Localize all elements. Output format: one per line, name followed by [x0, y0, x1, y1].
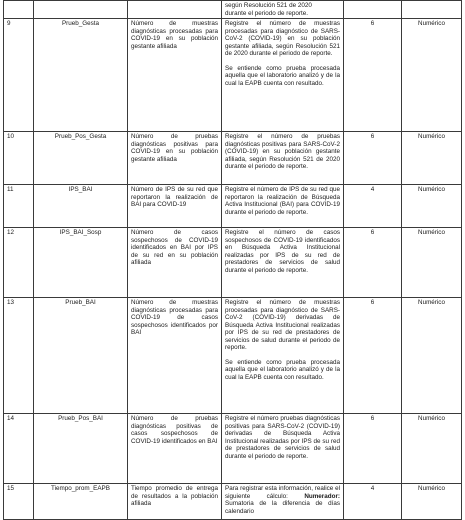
- variable-instructions: [222, 185, 344, 228]
- instructions-text: Registre el número de muestras procesadas para diagnóstico de SARS-CoV-2 (COVID-19) en su población gestante afiliada, según Resolución 521 de 2020 durante el periodo de reporte.: [225, 20, 340, 57]
- row-number: 15: [4, 484, 34, 520]
- field-type: Numérico: [402, 484, 462, 520]
- field-length: 6: [344, 132, 402, 185]
- row-number: 10: [4, 132, 34, 185]
- variable-name: Prueb_Pos_Gesta: [34, 132, 128, 185]
- table-row: [4, 132, 462, 185]
- variable-name: Prueb_BAI: [34, 298, 128, 414]
- variable-instructions: [222, 414, 344, 484]
- row-number: 14: [4, 414, 34, 484]
- row-number: 9: [4, 19, 34, 132]
- table-row: [4, 19, 462, 132]
- field-length: 4: [344, 185, 402, 228]
- table-row: [4, 298, 462, 414]
- row-instructions-cell: [222, 1, 344, 19]
- table-row: [4, 414, 462, 484]
- row-length-cell: [344, 1, 402, 19]
- row-number: 12: [4, 228, 34, 298]
- instructions-text: Registre el número pruebas diagnósticas positivas para SARS-CoV-2 (COVID-19) derivadas de Búsqueda Activa Institucional realizadas por IPS de su red de prestadores de servicios de salud durante el periodo de reporte.: [225, 415, 340, 460]
- instructions-text: Registre el número de IPS de su red que reportaron la realización de Búsqueda Activa Institucional (BAI) para COVID-19 durante el periodo de reporte.: [225, 186, 340, 216]
- instructions-text: Registre el número de muestras procesadas para diagnóstico de SARS-CoV-2 (COVID-19) derivadas de Búsqueda Activa Institucional realizadas por IPS de su red de prestadores de servicios de salud durante el periodo de reporte.: [225, 299, 340, 351]
- variable-name: Tiempo_prom_EAPB: [34, 484, 128, 520]
- instructions-note: Se entiende como prueba procesada aquella que el laboratorio analizó y de la cual la EAPB cuenta con resultado.: [225, 358, 340, 381]
- instructions-text: según Resolución 521 de 2020 durante el periodo de reporte.: [225, 2, 312, 17]
- field-length: 6: [344, 228, 402, 298]
- field-type: Numérico: [402, 185, 462, 228]
- variables-spec-table: [3, 0, 462, 520]
- row-number: 11: [4, 185, 34, 228]
- instructions-text: Para registrar esta información, realice el siguiente cálculo:: [225, 485, 340, 500]
- instructions-tail: Sumatoria de la diferencia de días calendario: [225, 500, 340, 515]
- instructions-note: Se entiende como prueba procesada aquella que el laboratorio analizó y de la cual la EAPB cuenta con resultado.: [225, 64, 340, 87]
- variable-name: IPS_BAI_Sosp: [34, 228, 128, 298]
- variable-instructions: [222, 298, 344, 414]
- variable-instructions: [222, 228, 344, 298]
- table-row: [4, 1, 462, 19]
- table-row: [4, 228, 462, 298]
- variable-description: Tiempo promedio de entrega de resultados a la población afiliada: [128, 484, 222, 520]
- variable-instructions: [222, 484, 344, 520]
- variable-name: Prueb_Gesta: [34, 19, 128, 132]
- variable-description: Número de pruebas diagnósticas positivas para COVID-19 en su población gestante afiliada: [128, 132, 222, 185]
- field-length: 4: [344, 484, 402, 520]
- field-length: 6: [344, 298, 402, 414]
- variable-description: Número de pruebas diagnósticas positivas de casos sospechosos de COVID-19 identificados en BAI: [128, 414, 222, 484]
- field-type: Numérico: [402, 19, 462, 132]
- field-length: 6: [344, 19, 402, 132]
- field-type: Numérico: [402, 132, 462, 185]
- field-length: 6: [344, 414, 402, 484]
- variable-name: Prueb_Pos_BAI: [34, 414, 128, 484]
- row-number-cell: [4, 1, 34, 19]
- variable-description: Número de muestras diagnósticas procesadas para COVID-19 de casos sospechosos identificados por BAI: [128, 298, 222, 414]
- variable-description: Número de muestras diagnósticas procesadas para COVID-19 en su población gestante afiliada: [128, 19, 222, 132]
- row-description-cell: [128, 1, 222, 19]
- table-row: [4, 484, 462, 520]
- field-type: Numérico: [402, 414, 462, 484]
- field-type: Numérico: [402, 228, 462, 298]
- instructions-text: Registre el número de pruebas diagnósticas positivas para SARS-CoV-2 (COVID-19) en su población gestante afiliada, según Resolución 521 de 2020 durante el periodo de reporte.: [225, 133, 340, 170]
- instructions-text: Registre el número de casos sospechosos de COVID-19 identificados en Búsqueda Activa Institucional realizadas por IPS de su red de prestadores de servicios de salud durante el periodo de reporte.: [225, 229, 340, 274]
- variable-name: IPS_BAI: [34, 185, 128, 228]
- row-name-cell: [34, 1, 128, 19]
- variable-instructions: [222, 19, 344, 132]
- variable-description: Número de casos sospechosos de COVID-19 identificados en BAI por IPS de su red en su población afiliada: [128, 228, 222, 298]
- field-type: Numérico: [402, 298, 462, 414]
- variable-description: Número de IPS de su red que reportaron la realización de BAI para COVID-19: [128, 185, 222, 228]
- numerator-label: Numerador:: [304, 492, 340, 500]
- table-row: [4, 185, 462, 228]
- variable-instructions: [222, 132, 344, 185]
- row-number: 13: [4, 298, 34, 414]
- row-type-cell: [402, 1, 462, 19]
